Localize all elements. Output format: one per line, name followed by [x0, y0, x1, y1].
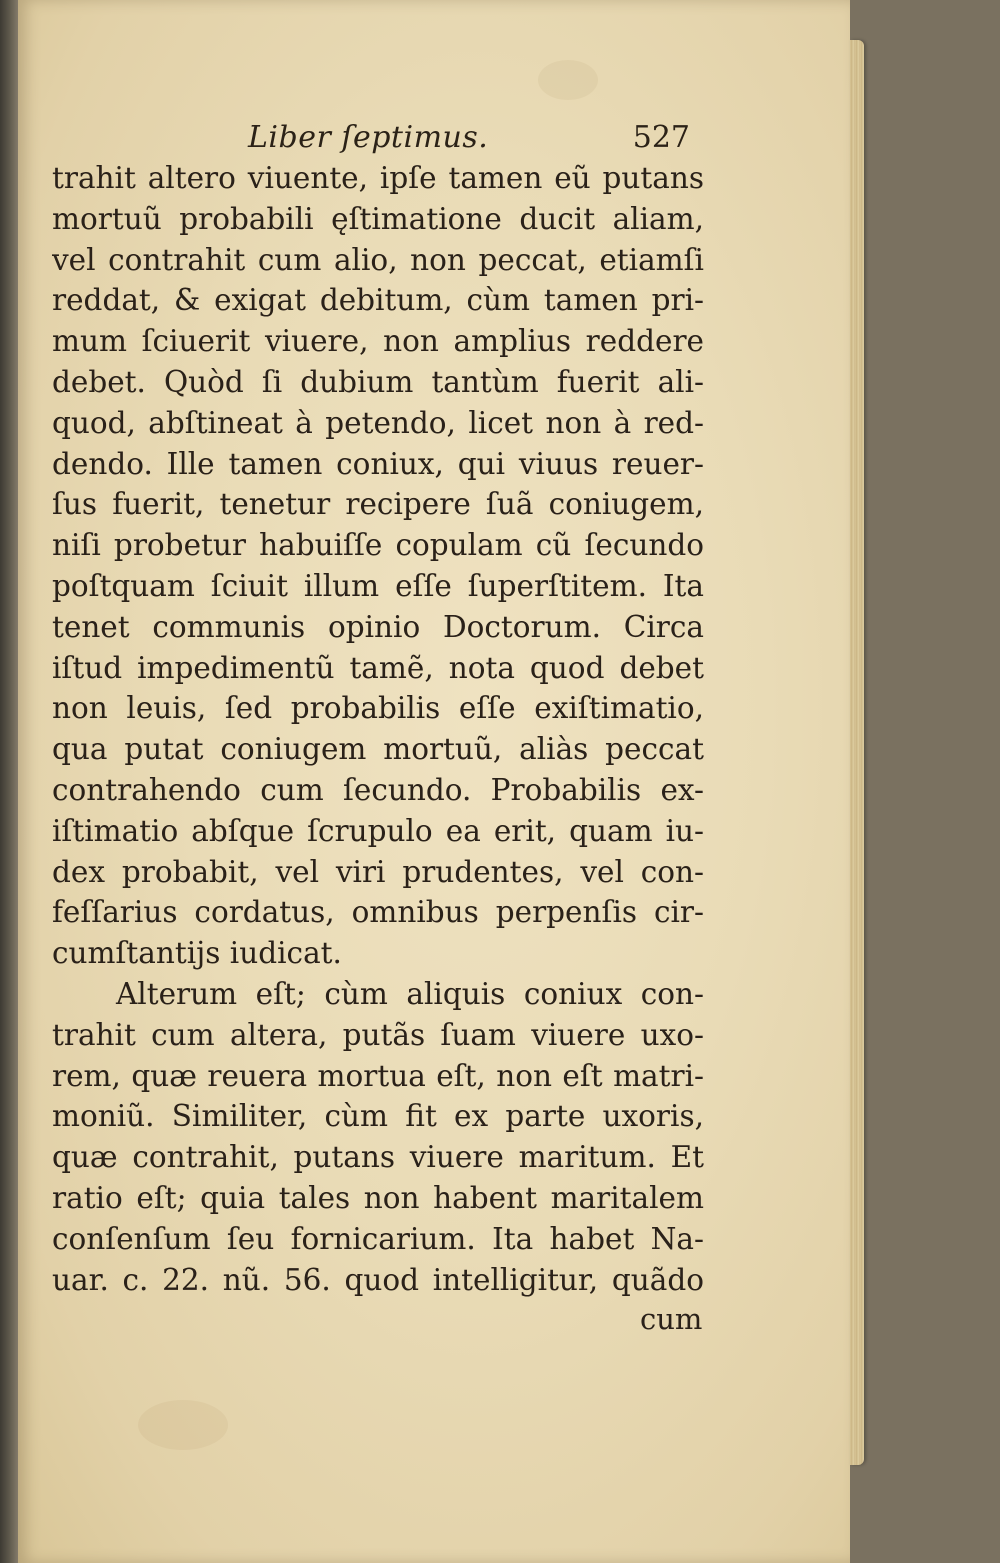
catchword: cum: [640, 1302, 703, 1336]
text-line: non leuis, ſed probabilis eſſe exiſtimatio,: [52, 691, 704, 726]
text-line: qua putat coniugem mortuũ, aliàs peccat: [52, 732, 704, 767]
page-header: [52, 118, 692, 158]
text-line: vel contrahit cum alio, non peccat, etiamſi: [52, 242, 704, 277]
text-line: trahit cum altera, putãs ſuam viuere uxo-: [52, 1017, 704, 1052]
text-line: iſtimatio abſque ſcrupulo ea erit, quam iu-: [52, 813, 704, 848]
paper-stain: [138, 1400, 228, 1450]
text-line: niſi probetur habuiſſe copulam cũ ſecundo: [52, 528, 704, 563]
text-line: Alterum eſt; cùm aliquis coniux con-: [116, 976, 704, 1011]
text-line: ſus fuerit, tenetur recipere ſuã coniugem,: [52, 487, 704, 522]
text-line: contrahendo cum ſecundo. Probabilis ex-: [52, 772, 704, 807]
text-line: rem, quæ reuera mortua eſt, non eſt matri-: [52, 1058, 704, 1093]
running-title: Liber ſeptimus.: [248, 120, 489, 155]
text-line: reddat, & exigat debitum, cùm tamen pri-: [52, 283, 704, 318]
page-fore-edge: [850, 40, 864, 1465]
book-page: [18, 0, 850, 1563]
text-line: moniũ. Similiter, cùm fit ex parte uxoris,: [52, 1099, 704, 1134]
text-line: poſtquam ſciuit illum eſſe ſuperſtitem. Ita: [52, 568, 704, 603]
text-line: quod, abſtineat à petendo, licet non à red-: [52, 405, 704, 440]
text-line: debet. Quòd ſi dubium tantùm fuerit ali-: [52, 364, 704, 399]
text-line: uar. c. 22. nũ. 56. quod intelligitur, quãdo: [52, 1262, 704, 1297]
body-text: [52, 158, 704, 1300]
text-line: mortuũ probabili ęſtimatione ducit aliam,: [52, 201, 704, 236]
binding-edge: [0, 0, 20, 1563]
text-line: cumſtantijs iudicat.: [52, 936, 342, 971]
text-line: mum ſciuerit viuere, non amplius reddere: [52, 324, 704, 359]
text-line: trahit altero viuente, ipſe tamen eũ putans: [52, 161, 704, 195]
text-line: feſſarius cordatus, omnibus perpenſis cir-: [52, 895, 704, 930]
text-line: quæ contrahit, putans viuere maritum. Et: [52, 1140, 704, 1175]
text-line: dex probabit, vel viri prudentes, vel con-: [52, 854, 704, 889]
text-line: dendo. Ille tamen coniux, qui viuus reuer-: [52, 446, 704, 481]
paper-stain: [538, 60, 598, 100]
text-line: tenet communis opinio Doctorum. Circa: [52, 609, 704, 644]
page-number: 527: [632, 120, 690, 155]
text-line: conſenſum ſeu fornicarium. Ita habet Na-: [52, 1221, 704, 1256]
text-line: iſtud impedimentũ tamẽ, nota quod debet: [52, 650, 704, 685]
text-line: ratio eſt; quia tales non habent maritalem: [52, 1180, 704, 1215]
